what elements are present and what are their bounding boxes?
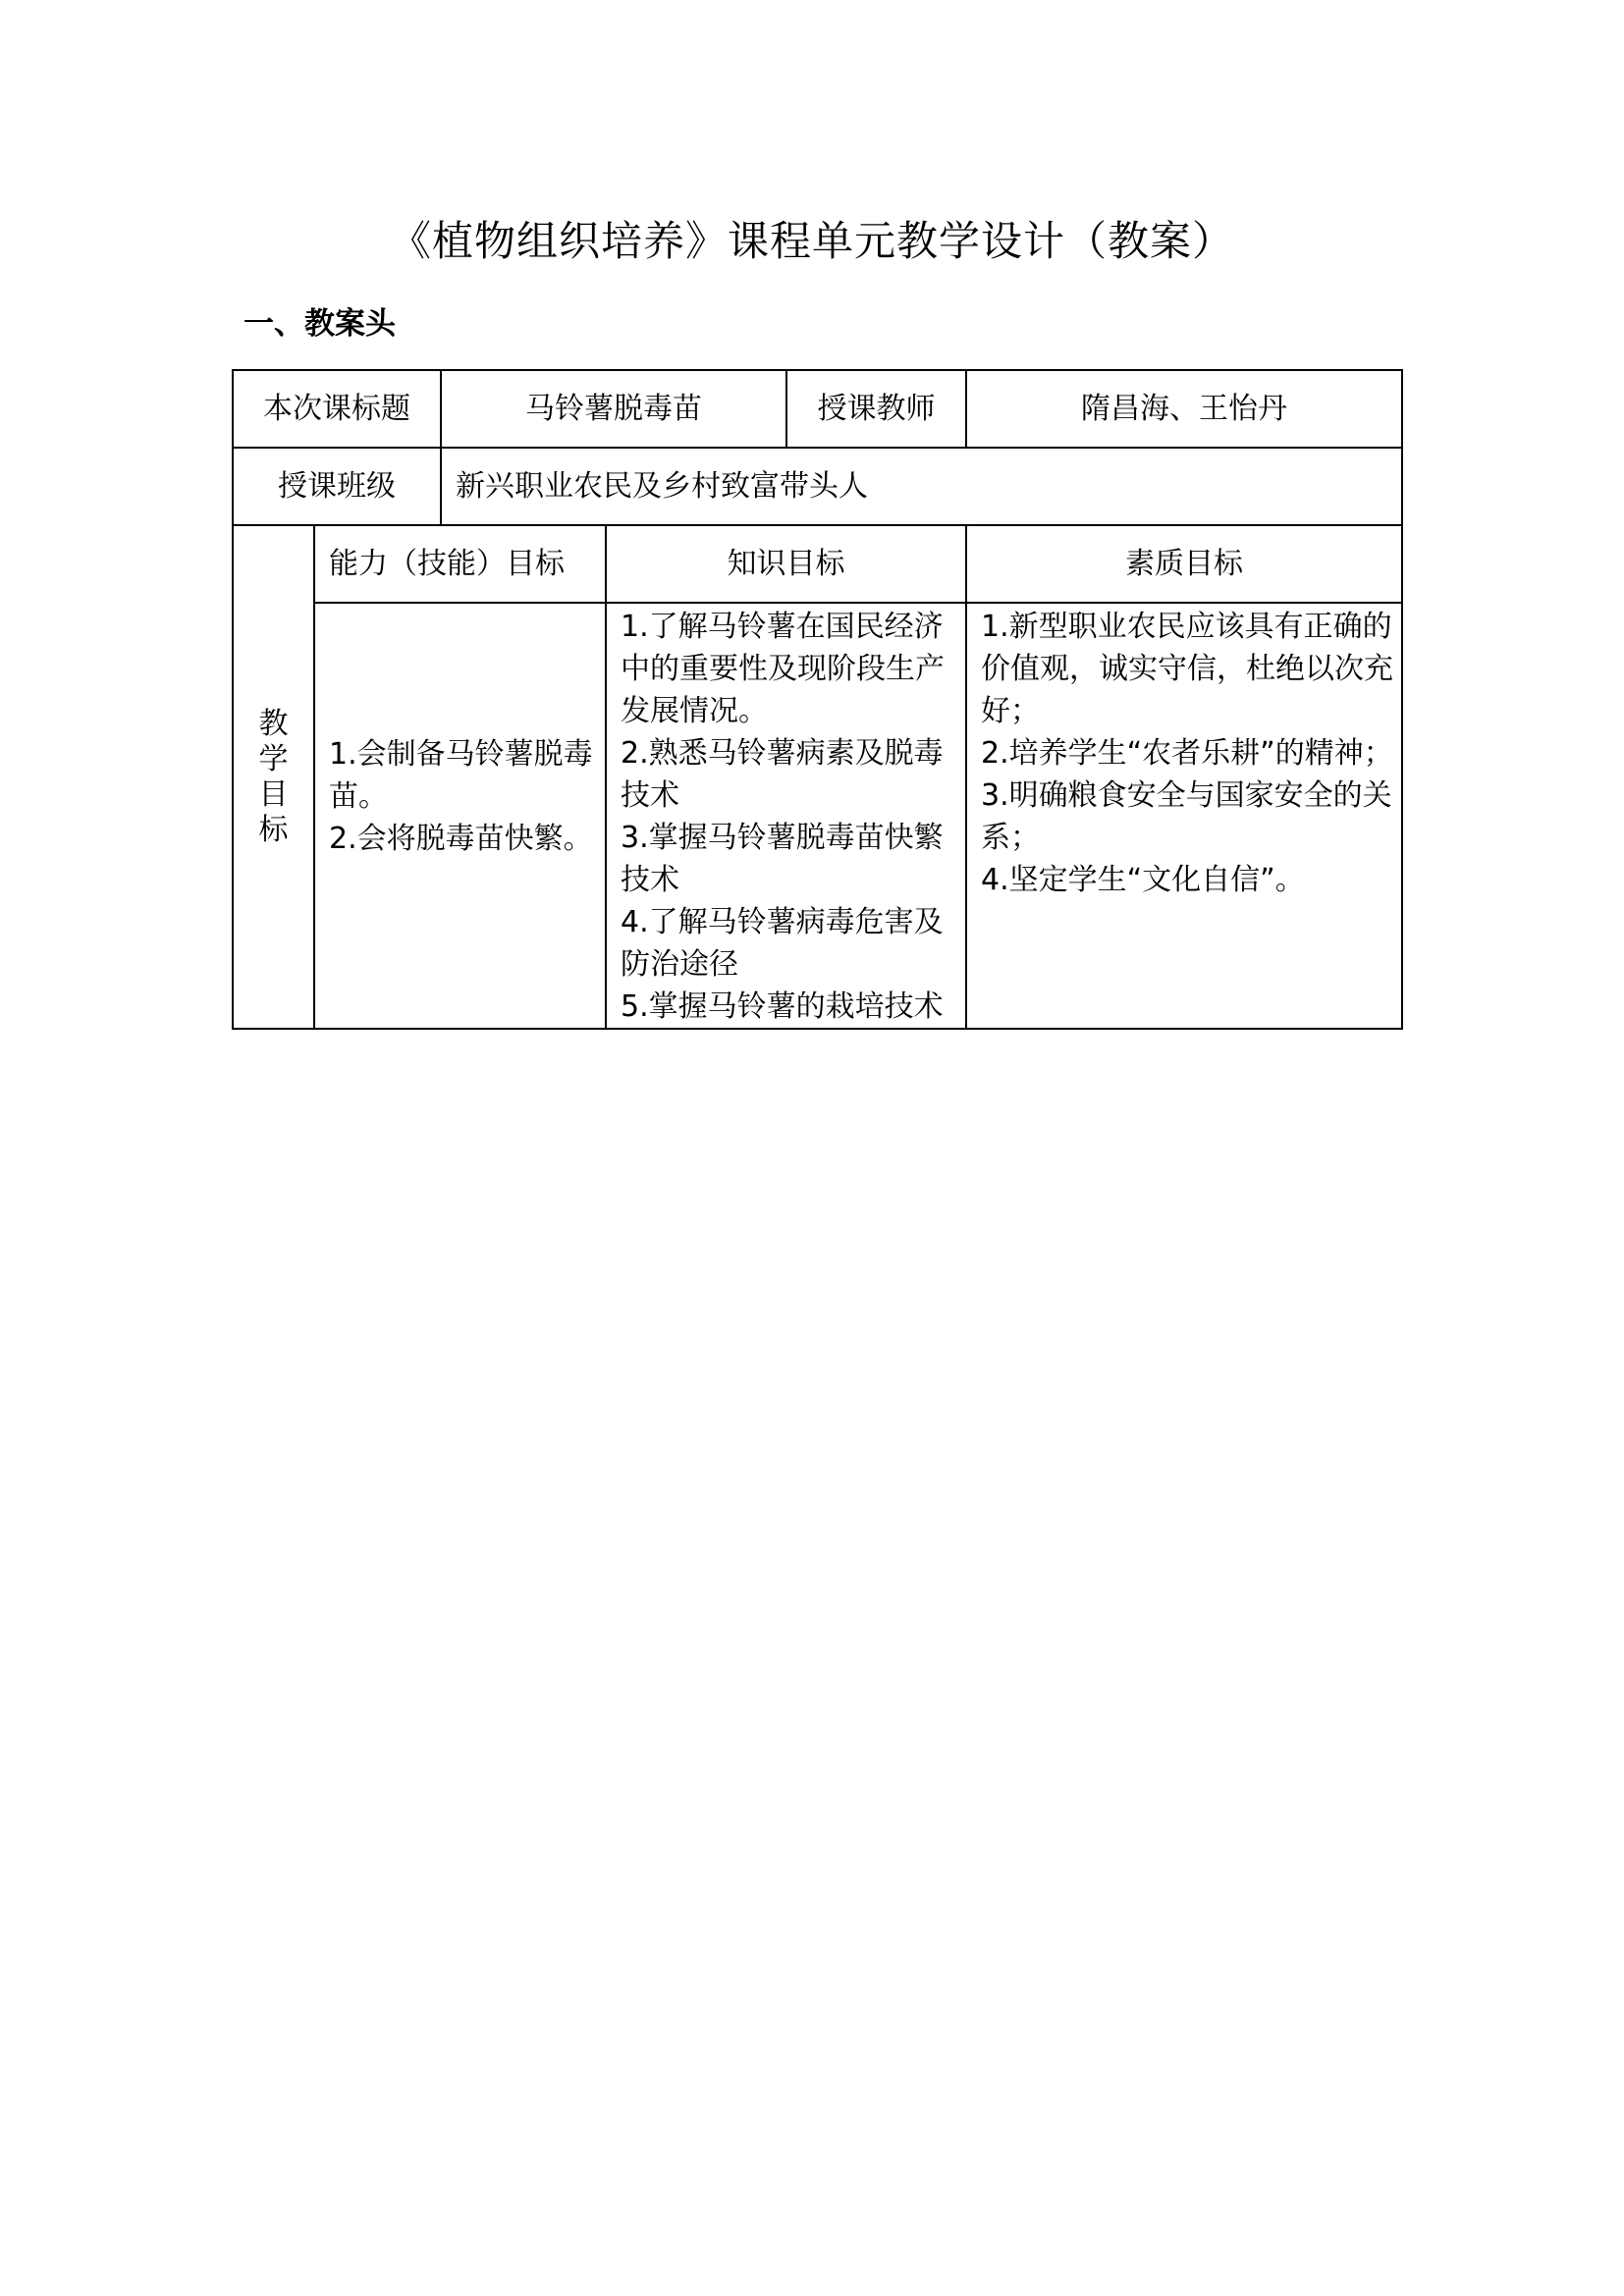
knowledge-item: 5.掌握马铃薯的栽培技术 (621, 989, 944, 1024)
ability-list (329, 733, 597, 860)
ability-cell (314, 603, 606, 1029)
knowledge-list (621, 606, 957, 1028)
knowledge-header: 知识目标 (606, 525, 966, 603)
quality-header: 素质目标 (966, 525, 1402, 603)
quality-cell (966, 603, 1402, 1029)
lesson-title-value: 马铃薯脱毒苗 (441, 370, 786, 448)
knowledge-item: 2.熟悉马铃薯病素及脱毒技术 (621, 736, 944, 813)
page-title: 《植物组织培养》课程单元教学设计（教案） (389, 217, 1234, 265)
ability-header: 能力（技能）目标 (314, 525, 606, 603)
lesson-title-label: 本次课标题 (233, 370, 441, 448)
lesson-plan-table (232, 369, 1403, 1030)
quality-item: 2.培养学生“农者乐耕”的精神； (981, 736, 1393, 771)
knowledge-cell (606, 603, 966, 1029)
objectives-label-cell (233, 525, 314, 1029)
quality-item: 1.新型职业农民应该具有正确的价值观，诚实守信，杜绝以次充好； (981, 610, 1393, 728)
teacher-value: 隋昌海、王怡丹 (966, 370, 1402, 448)
quality-item: 3.明确粮食安全与国家安全的关系； (981, 778, 1392, 855)
knowledge-item: 4.了解马铃薯病毒危害及防治途径 (621, 905, 944, 982)
knowledge-item: 1.了解马铃薯在国民经济中的重要性及现阶段生产发展情况。 (621, 610, 945, 728)
objectives-label: 教学目标 (258, 706, 289, 847)
class-label: 授课班级 (233, 448, 441, 525)
table-row-title (233, 370, 1402, 448)
table-row-objective-headers (233, 525, 1402, 603)
quality-list (981, 606, 1393, 901)
ability-item: 1.会制备马铃薯脱毒苗。 (329, 736, 593, 814)
table-row-class (233, 448, 1402, 525)
table-row-objectives (233, 603, 1402, 1029)
ability-item: 2.会将脱毒苗快繁。 (329, 821, 593, 856)
class-value: 新兴职业农民及乡村致富带头人 (441, 448, 1402, 525)
teacher-label: 授课教师 (786, 370, 966, 448)
quality-item: 4.坚定学生“文化自信”。 (981, 863, 1305, 897)
knowledge-item: 3.掌握马铃薯脱毒苗快繁技术 (621, 821, 944, 897)
section-heading: 一、教案头 (244, 306, 396, 342)
